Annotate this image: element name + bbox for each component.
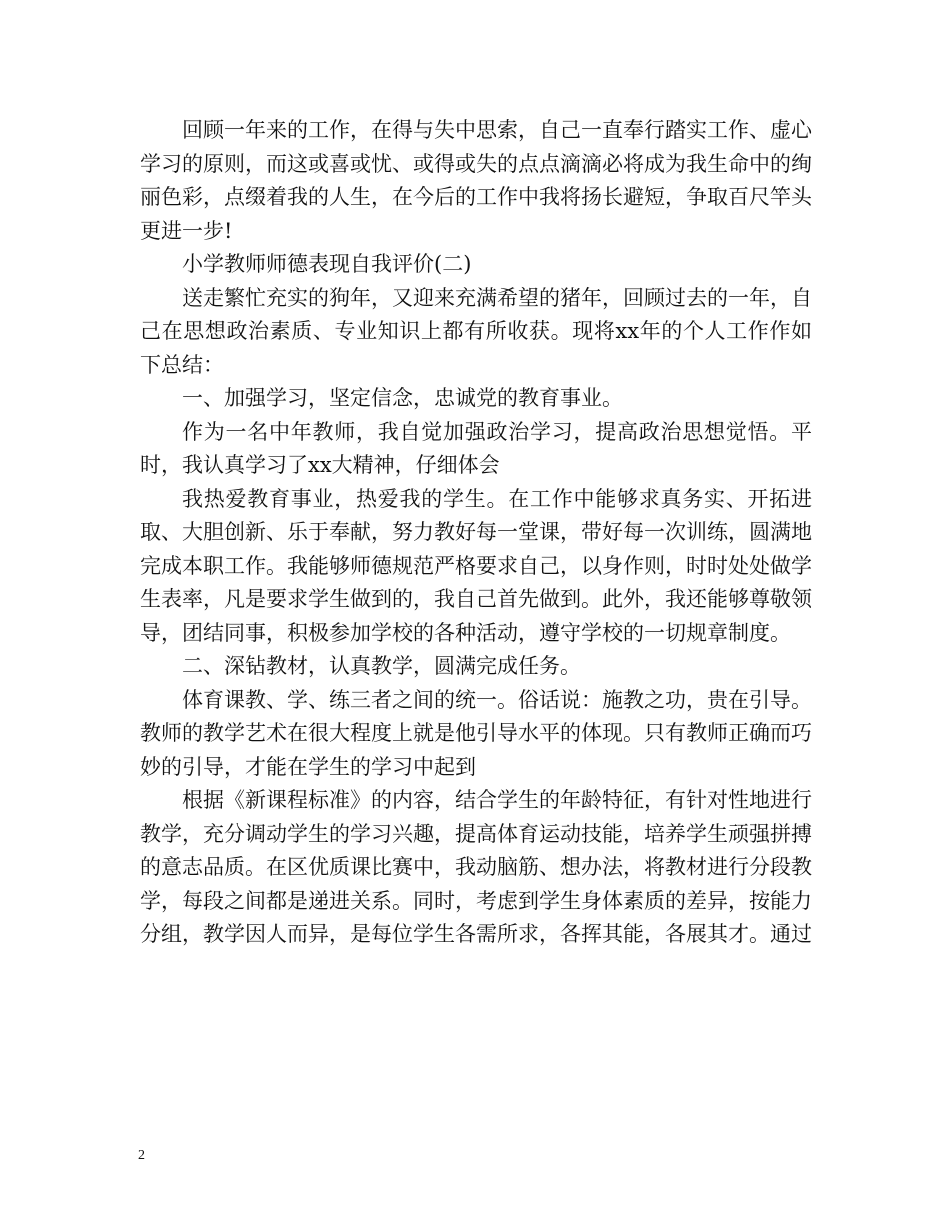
paragraph-intro: 送走繁忙充实的狗年，又迎来充满希望的猪年，回顾过去的一年，自己在思想政治素质、专业知识上都有所收获。现将xx年的个人工作作如下总结： — [140, 285, 812, 377]
paragraph-review: 回顾一年来的工作，在得与失中思索，自己一直奉行踏实工作、虚心学习的原则，而这或喜或忧、或得或失的点点滴滴必将成为我生命中的绚丽色彩，点缀着我的人生，在今后的工作中我将扬长避短，争取百尺竿头更进一步! — [140, 118, 812, 243]
section-heading: 小学教师师德表现自我评价(二) — [182, 252, 472, 276]
point-one-heading: 一、加强学习，坚定信念，忠诚党的教育事业。 — [182, 386, 623, 410]
document-body — [140, 114, 812, 952]
paragraph-love-education: 我热爱教育事业，热爱我的学生。在工作中能够求真务实、开拓进取、大胆创新、乐于奉献，努力教好每一堂课，带好每一次训练，圆满地完成本职工作。我能够师德规范严格要求自己，以身作则，时时处处做学生表率，凡是要求学生做到的，我自己首先做到。此外，我还能够尊敬领导，团结同事，积极参加学校的各种活动，遵守学校的一切规章制度。 — [140, 486, 812, 645]
paragraph-curriculum: 根据《新课程标准》的内容，结合学生的年龄特征，有针对性地进行教学，充分调动学生的学习兴趣，提高体育运动技能，培养学生顽强拼搏的意志品质。在区优质课比赛中，我动脑筋、想办法，将教材进行分段教学，每段之间都是递进关系。同时，考虑到学生身体素质的差异，按能力分组，教学因人而异，是每位学生各需所求，各挥其能，各展其才。通过 — [140, 788, 812, 946]
point-two-heading: 二、深钻教材，认真教学，圆满完成任务。 — [182, 654, 581, 678]
page-number: 2 — [138, 1148, 145, 1163]
paragraph-political-study: 作为一名中年教师，我自觉加强政治学习，提高政治思想觉悟。平时，我认真学习了xx大精神，仔细体会 — [140, 419, 812, 477]
paragraph-pe-teaching: 体育课教、学、练三者之间的统一。俗话说：施教之功，贵在引导。教师的教学艺术在很大程度上就是他引导水平的体现。只有教师正确而巧妙的引导，才能在学生的学习中起到 — [140, 687, 812, 779]
